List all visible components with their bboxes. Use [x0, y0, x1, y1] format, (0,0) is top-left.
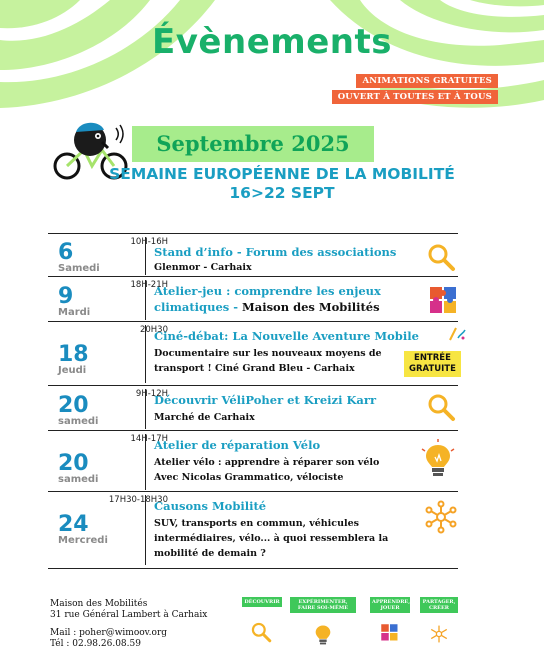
legend-label: APPRENDRE, JOUER	[372, 599, 410, 611]
legend-discover	[242, 597, 282, 647]
event-separator	[145, 237, 146, 275]
event-weekday: samedi	[58, 474, 99, 485]
semaine-heading	[72, 165, 492, 203]
legend-label: DÉCOUVRIR	[242, 597, 282, 607]
magnifier-icon	[426, 392, 456, 422]
event-weekday: Jeudi	[58, 365, 87, 376]
event-day: 9	[58, 284, 74, 309]
event-separator	[145, 495, 146, 565]
event-weekday: Samedi	[58, 263, 100, 274]
event-row	[48, 430, 458, 491]
badges	[332, 74, 498, 104]
event-desc	[154, 346, 382, 376]
event-weekday: Mercredi	[58, 535, 108, 546]
footer-address	[50, 599, 207, 650]
event-time: 14H-17H	[130, 434, 168, 444]
event-title: Stand d’info - Forum des associations	[154, 245, 397, 259]
event-title-line	[154, 299, 381, 315]
entree-line: ENTRÉE	[414, 353, 451, 363]
event-desc-line: Avec Nicolas Grammatico, vélociste	[154, 472, 344, 483]
magnifier-icon	[250, 621, 272, 643]
event-desc-line: transport ! Ciné Grand Bleu - Carhaix	[154, 363, 355, 374]
semaine-line2: 16>22 SEPT	[229, 184, 335, 202]
event-desc: Marché de Carhaix	[154, 412, 255, 423]
event-day: 24	[58, 512, 89, 537]
event-row	[48, 276, 458, 321]
event-title-tail: Maison des Mobilités	[242, 300, 380, 314]
page-title: Évènements	[152, 22, 392, 62]
event-title: Causons Mobilité	[154, 499, 267, 513]
event-time: 9H-12H	[135, 389, 168, 399]
event-desc-line: intermédiaires, vélo... à quoi ressemblera la	[154, 533, 389, 544]
entree-gratuite-badge	[404, 351, 461, 377]
event-day: 20	[58, 393, 89, 418]
legend-share	[420, 597, 458, 649]
event-row	[48, 321, 458, 385]
event-title-line: Atelier-jeu : comprendre les enjeux	[154, 284, 381, 298]
event-row	[48, 491, 458, 569]
lightbulb-icon	[420, 439, 456, 479]
event-row	[48, 385, 458, 430]
event-separator	[145, 325, 146, 383]
event-desc	[154, 455, 379, 485]
event-weekday: samedi	[58, 416, 99, 427]
legend-experiment	[290, 597, 356, 651]
event-weekday: Mardi	[58, 307, 91, 318]
event-title-part: climatiques -	[154, 300, 243, 314]
network-icon	[424, 500, 458, 534]
entree-line: GRATUITE	[409, 364, 456, 374]
event-time: 10H-16H	[130, 237, 168, 247]
badge-open: OUVERT À TOUTES ET À TOUS	[332, 90, 498, 104]
footer-name: Maison des Mobilités	[50, 599, 148, 609]
legend-learn	[370, 597, 410, 647]
event-separator	[145, 389, 146, 429]
footer-mail: Mail : poher@wimoov.org	[50, 628, 168, 638]
event-title: Découvrir VéliPoher et Kreizi Karr	[154, 393, 377, 407]
event-desc	[154, 516, 388, 561]
event-title	[154, 283, 381, 315]
event-row	[48, 233, 458, 276]
event-desc-line: Atelier vélo : apprendre à réparer son vélo	[154, 457, 380, 468]
event-desc-line: mobilité de demain ?	[154, 548, 266, 559]
lightbulb-icon	[312, 621, 334, 647]
magnifier-icon	[426, 242, 456, 272]
semaine-line1: SEMAINE EUROPÉENNE DE LA MOBILITÉ	[109, 165, 455, 183]
event-title: Ciné-débat: La Nouvelle Aventure Mobile	[154, 329, 419, 343]
legend-label: PARTAGER, CRÉER	[420, 597, 458, 613]
event-title: Atelier de réparation Vélo	[154, 438, 321, 452]
event-desc: Glenmor - Carhaix	[154, 262, 252, 273]
event-time: 17H30-18H30	[108, 495, 168, 505]
events-list	[48, 233, 458, 569]
event-day: 20	[58, 451, 89, 476]
event-separator	[145, 434, 146, 490]
event-desc-line: SUV, transports en commun, véhicules	[154, 518, 359, 529]
network-icon	[428, 623, 450, 645]
footer-street: 31 rue Général Lambert à Carhaix	[50, 610, 208, 620]
footer-tel: Tél : 02.98.26.08.59	[50, 639, 141, 649]
confetti-icon	[448, 324, 468, 342]
puzzle-icon	[380, 623, 400, 643]
badge-free: ANIMATIONS GRATUITES	[356, 74, 498, 88]
legend-label: EXPÉRIMENTER, FAIRE SOI-MÊME	[290, 597, 356, 613]
event-day: 6	[58, 240, 74, 265]
event-time: 18H-21H	[130, 280, 168, 290]
puzzle-icon	[428, 285, 460, 317]
event-separator	[145, 280, 146, 320]
event-day: 18	[58, 342, 89, 367]
event-time: 20H30	[139, 325, 168, 335]
event-desc-line: Documentaire sur les nouveaux moyens de	[154, 348, 382, 359]
month-banner: Septembre 2025	[132, 126, 374, 162]
